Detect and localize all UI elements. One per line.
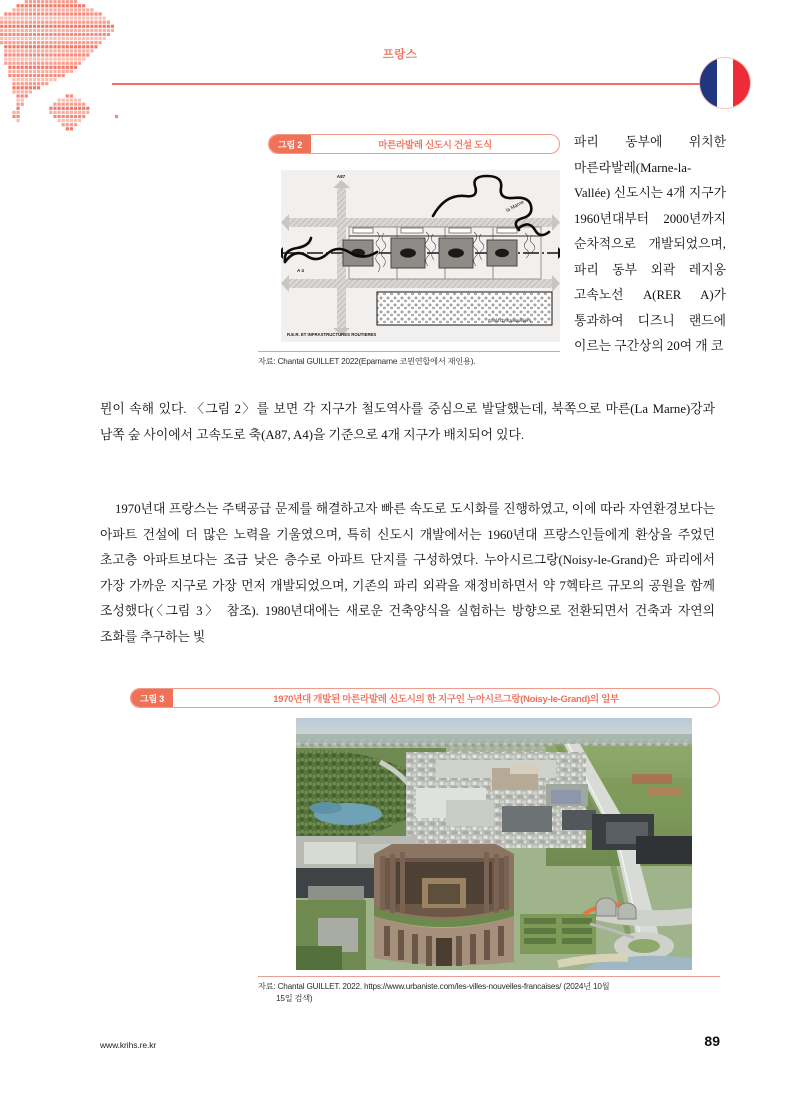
footer-url[interactable]: www.krihs.re.kr: [100, 1040, 157, 1050]
flag-stripe-white: [717, 58, 734, 108]
svg-text:R.E.R. ET INFRASTRUCTURES ROUT: R.E.R. ET INFRASTRUCTURES ROUTIERES: [287, 332, 377, 337]
figure-2-source: 자료: Chantal GUILLET 2022(Epamarne 코뮌연합에서 재인용).: [258, 357, 476, 366]
flag-stripe-red: [733, 58, 750, 108]
figure-2-caption-bar: [268, 134, 560, 154]
svg-text:Forêt d'Armainvilliers: Forêt d'Armainvilliers: [488, 318, 531, 323]
header-divider: [112, 83, 712, 85]
body-paragraph-3: 1970년대 프랑스는 주택공급 문제를 해결하고자 빠른 속도로 도시화를 진행하였고, 이에 따라 자연환경보다는 아파트 건설에 더 많은 노력을 기울였으며, 특히 신도시 개발에서는 1960년대 프랑스인들에게 환상을 주었던 초고층 아파트보다는 조금 낮은 층수로 아파트 단지를 구성하였다. 누아시르그랑(Noisy-le-Grand)은 파리에서 가장 가까운 지구로 가장 먼저 개발되었으며, 기존의 파리 외곽을 재정비하면서 약 7헥타르 규모의 공원을 함께 조성했다(〈그림 3〉 참조). 1980년대에는 새로운 건축양식을 실험하는 방향으로 전환되면서 건축과 자연의 조화를 추구하는 빛: [100, 502, 715, 644]
figure-3-source-line-1: 자료: Chantal GUILLET. 2022. https://www.urbaniste.com/les-villes-nouvelles-francaises/ (2024년 10월: [258, 982, 610, 991]
figure-2-source-divider: [258, 351, 560, 352]
figure-3-title: 1970년대 개발된 마른라발레 신도시의 한 지구인 누아시르그랑(Noisy-le-Grand)의 일부: [273, 694, 619, 705]
france-flag-icon: [700, 58, 750, 108]
body-paragraph-1: 파리 동부에 위치한 마른라발레(Marne-la-Vallée) 신도시는 4개 지구가 1960년대부터 2000년까지 순차적으로 개발되었으며, 파리 동부 외곽 레지옹 고속노선 A(RER A)가 통과하여 디즈니 랜드에 이르는 구간상의 20여 개 코: [574, 135, 726, 353]
page-header: [0, 0, 800, 130]
figure-2-tag: 그림 2: [269, 135, 311, 153]
svg-text:A 4: A 4: [297, 268, 304, 273]
figure-3-tag: 그림 3: [131, 689, 173, 707]
flag-stripe-blue: [700, 58, 717, 108]
page-number: 89: [704, 1033, 720, 1049]
world-map-dots-icon: [0, 0, 126, 136]
figure-2-image: [281, 170, 560, 342]
body-paragraph-2: 뮌이 속해 있다. 〈그림 2〉를 보면 각 지구가 철도역사를 중심으로 발달했는데, 북쪽으로 마른(La Marne)강과 남쪽 숲 사이에서 고속도로 축(A87, A4)을 기준으로 4개 지구가 배치되어 있다.: [100, 402, 715, 442]
figure-3-source-divider: [258, 976, 720, 977]
figure-3-source-line-2: 15일 검색): [276, 993, 313, 1003]
figure-3-image: [296, 718, 692, 970]
svg-text:la Marne: la Marne: [505, 199, 526, 214]
svg-text:A87: A87: [336, 174, 346, 179]
page-title: 프랑스: [382, 49, 418, 61]
figure-3-source: [258, 981, 728, 1005]
figure-3-caption-bar: [130, 688, 720, 708]
figure-2-title: 마른라발레 신도시 건설 도식: [378, 140, 492, 151]
